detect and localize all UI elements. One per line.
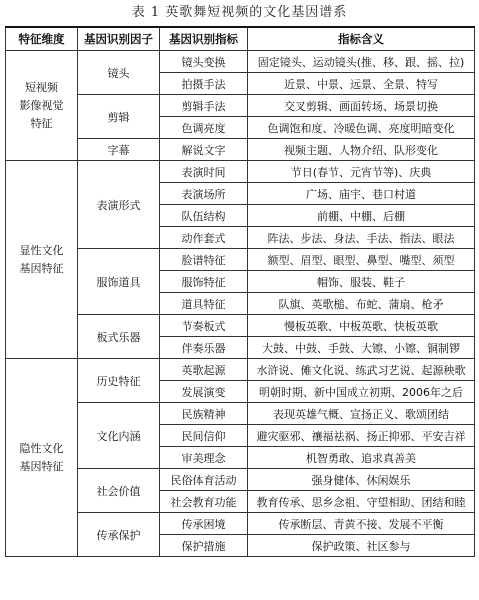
indicator-cell: 民俗体育活动 — [160, 469, 248, 491]
indicator-cell: 伴奏乐器 — [160, 337, 248, 359]
meaning-cell: 慢板英歌、中板英歌、快板英歌 — [248, 315, 475, 337]
indicator-cell: 英歌起源 — [160, 359, 248, 381]
indicator-cell: 拍摄手法 — [160, 73, 248, 95]
meaning-cell: 保护政策、社区参与 — [248, 535, 475, 557]
table-caption: 表 1 英歌舞短视频的文化基因谱系 — [131, 5, 348, 20]
meaning-cell: 额型、眉型、眼型、鼻型、嘴型、须型 — [248, 249, 475, 271]
gene-spectrum-table — [5, 26, 475, 557]
meaning-cell: 队旗、英歌槌、布蛇、蒲扇、枪矛 — [248, 293, 475, 315]
factor-cell: 传承保护 — [78, 513, 160, 557]
meaning-cell: 节日(春节、元宵节等)、庆典 — [248, 161, 475, 183]
meaning-cell: 近景、中景、远景、全景、特写 — [248, 73, 475, 95]
dimension-line: 特征 — [30, 116, 53, 130]
meaning-cell: 明朝时期、新中国成立初期、2006年之后 — [248, 381, 475, 403]
indicator-cell: 民族精神 — [160, 403, 248, 425]
indicator-cell: 审美理念 — [160, 447, 248, 469]
meaning-cell: 表现英雄气概、宣扬正义、歌颂团结 — [248, 403, 475, 425]
header-factor: 基因识别因子 — [78, 27, 160, 51]
factor-cell: 历史特征 — [78, 359, 160, 403]
dimension-line: 基因特征 — [19, 459, 64, 473]
indicator-cell: 剪辑手法 — [160, 95, 248, 117]
factor-cell: 字幕 — [78, 139, 160, 161]
meaning-cell: 强身健体、休闲娱乐 — [248, 469, 475, 491]
header-dimension: 特征维度 — [6, 27, 78, 51]
factor-cell: 服饰道具 — [78, 249, 160, 315]
table-row — [6, 359, 475, 381]
indicator-cell: 节奏板式 — [160, 315, 248, 337]
factor-cell: 表演形式 — [78, 161, 160, 249]
indicator-cell: 解说文字 — [160, 139, 248, 161]
table-row — [6, 51, 475, 73]
header-indicator: 基因识别指标 — [160, 27, 248, 51]
meaning-cell: 传承断层、青黄不接、发展不平衡 — [248, 513, 475, 535]
meaning-cell: 机智勇敢、追求真善美 — [248, 447, 475, 469]
table-row — [6, 161, 475, 183]
dimension-line: 基因特征 — [19, 261, 64, 275]
meaning-cell: 交叉剪辑、画面转场、场景切换 — [248, 95, 475, 117]
indicator-cell: 表演场所 — [160, 183, 248, 205]
indicator-cell: 脸谱特征 — [160, 249, 248, 271]
meaning-cell: 前棚、中棚、后棚 — [248, 205, 475, 227]
indicator-cell: 道具特征 — [160, 293, 248, 315]
meaning-cell: 水浒说、傩文化说、练武习艺说、起源秧歌 — [248, 359, 475, 381]
meaning-cell: 广场、庙宇、巷口村道 — [248, 183, 475, 205]
meaning-cell: 色调饱和度、冷暖色调、亮度明暗变化 — [248, 117, 475, 139]
meaning-cell: 大鼓、中鼓、手鼓、大镲、小镲、铜制锣 — [248, 337, 475, 359]
meaning-cell: 阵法、步法、身法、手法、指法、眼法 — [248, 227, 475, 249]
dimension-cell — [6, 359, 78, 557]
indicator-cell: 动作套式 — [160, 227, 248, 249]
factor-cell: 镜头 — [78, 51, 160, 95]
meaning-cell: 教育传承、思乡念祖、守望相助、团结和睦 — [248, 491, 475, 513]
meaning-cell: 视频主题、人物介绍、队形变化 — [248, 139, 475, 161]
indicator-cell: 表演时间 — [160, 161, 248, 183]
indicator-cell: 发展演变 — [160, 381, 248, 403]
dimension-line: 显性文化 — [19, 243, 64, 257]
indicator-cell: 色调亮度 — [160, 117, 248, 139]
dimension-line: 影像视觉 — [19, 98, 64, 112]
dimension-cell — [6, 161, 78, 359]
indicator-cell: 镜头变换 — [160, 51, 248, 73]
dimension-line: 短视频 — [25, 80, 58, 94]
dimension-line: 隐性文化 — [19, 441, 64, 455]
header-meaning: 指标含义 — [248, 27, 475, 51]
dimension-cell — [6, 51, 78, 161]
indicator-cell: 民间信仰 — [160, 425, 248, 447]
factor-cell: 社会价值 — [78, 469, 160, 513]
indicator-cell: 社会教育功能 — [160, 491, 248, 513]
meaning-cell: 避灾驱邪、禳福祛祸、扬正抑邪、平安吉祥 — [248, 425, 475, 447]
factor-cell: 文化内涵 — [78, 403, 160, 469]
indicator-cell: 服饰特征 — [160, 271, 248, 293]
factor-cell: 剪辑 — [78, 95, 160, 139]
meaning-cell: 固定镜头、运动镜头(推、移、跟、摇、拉) — [248, 51, 475, 73]
indicator-cell: 队伍结构 — [160, 205, 248, 227]
factor-cell: 板式乐器 — [78, 315, 160, 359]
indicator-cell: 保护措施 — [160, 535, 248, 557]
header-row — [6, 27, 475, 51]
meaning-cell: 帽饰、服装、鞋子 — [248, 271, 475, 293]
table-body — [6, 51, 475, 557]
indicator-cell: 传承困境 — [160, 513, 248, 535]
